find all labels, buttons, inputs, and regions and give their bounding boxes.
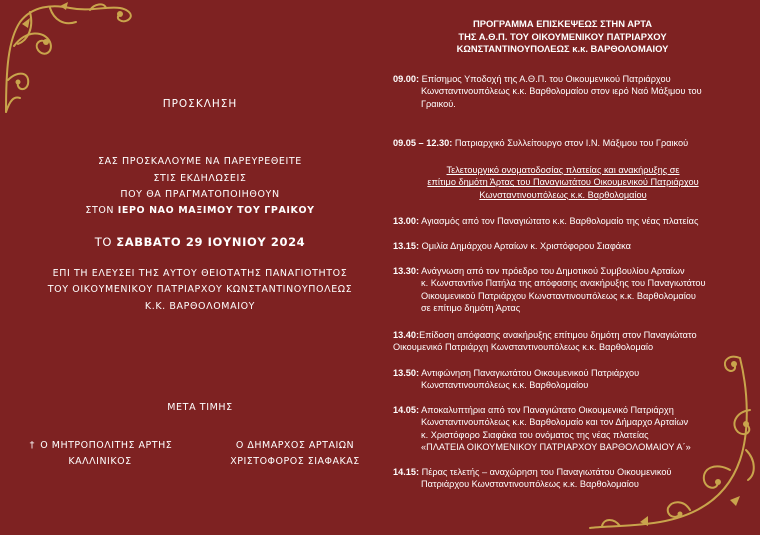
program-title-3: ΚΩΝΣΤΑΝΤΙΝΟΥΠΟΛΕΩΣ κ.κ. ΒΑΡΘΟΛΟΜΑΙΟΥ <box>456 43 669 54</box>
program-item <box>393 466 733 491</box>
invitation-line-2: ΣΤΙΣ ΕΚΔΗΛΩΣΕΙΣ <box>153 173 247 184</box>
item-text: Γραικού. <box>421 98 456 109</box>
item-text: Πατριάρχου Κωνσταντινουπόλεως κ.κ. Βαρθολομαίου <box>421 479 639 490</box>
program-item <box>393 73 733 110</box>
item-text: Οικουμενικό Πατριάρχη Κωνσταντινουπόλεως κ.κ. Βαρθολομαίο <box>393 342 654 353</box>
signature-metropolitan <box>20 440 180 467</box>
item-text: Κωνσταντινουπόλεως κ.κ. Βαρθολομαίου στον ιερό Ναό Μάξιμου του <box>421 86 702 97</box>
aegis-line-1: ΕΠΙ ΤΗ ΕΛΕΥΣΕΙ ΤΗΣ ΑΥΤΟΥ ΘΕΙΟΤΑΤΗΣ ΠΑΝΑΓΙΟΤΗΤΟΣ <box>52 268 348 279</box>
program-item <box>393 240 733 252</box>
program-item <box>393 215 733 227</box>
program-title-1: ΠΡΟΓΡΑΜΜΑ ΕΠΙΣΚΕΨΕΩΣ ΣΤΗΝ ΑΡΤΑ <box>472 18 653 29</box>
program-item <box>393 404 733 454</box>
item-text: Αγιασμός από τον Παναγιώτατο κ.κ. Βαρθολομαίο της νέας πλατείας <box>419 216 699 226</box>
venue-name: ΙΕΡΟ ΝΑΟ ΜΑΞΙΜΟΥ ΤΟΥ ΓΡΑΙΚΟΥ <box>117 205 315 216</box>
program-item <box>393 367 733 392</box>
item-text: Αντιφώνηση Παναγιωτάτου Οικουμενικού Πατριάρχου <box>419 368 640 378</box>
item-text: Κωνσταντινουπόλεως κ.κ. Βαρθολομαίο και τον Δήμαρχο Αρταίων <box>421 417 689 428</box>
metropolitan-name: ΚΑΛΛΙΝΙΚΟΣ <box>68 456 132 467</box>
item-time: 13.40: <box>393 330 420 340</box>
program-item <box>393 329 733 354</box>
invitation-line-3: ΠΟΥ ΘΑ ΠΡΑΓΜΑΤΟΠΟΙΗΘΟΥΝ <box>120 189 280 200</box>
program-title-2: ΤΗΣ Α.Θ.Π. ΤΟΥ ΟΙΚΟΥΜΕΝΙΚΟΥ ΠΑΤΡΙΑΡΧΟΥ <box>458 30 667 42</box>
item-text: σε επίτιμο δημότη Άρτας <box>421 303 521 314</box>
item-time: 14.05: <box>393 405 420 415</box>
item-text: επίτιμο δημότη Άρτας του Παναγιωτάτου Οικουμενικού Πατριάρχου <box>427 177 699 188</box>
program-item <box>393 137 733 149</box>
item-text: κ. Κωνσταντίνο Πατήλα της απόφασης ανακήρυξης του Παναγιωτάτου <box>421 278 706 289</box>
aegis-line-2: ΤΟΥ ΟΙΚΟΥΜΕΝΙΚΟΥ ΠΑΤΡΙΑΡΧΟΥ ΚΩΝΣΤΑΝΤΙΝΟΥΠΟΛΕΩΣ <box>47 284 353 295</box>
cross-icon: † <box>29 440 35 451</box>
item-time: 13.15: <box>393 241 420 251</box>
item-text: Πέρας τελετής – αναχώρηση του Παναγιωτάτου Οικουμενικού <box>419 467 672 477</box>
item-text: «ΠΛΑΤΕΙΑ ΟΙΚΟΥΜΕΝΙΚΟΥ ΠΑΤΡΙΑΡΧΟΥ ΒΑΡΘΟΛΟΜΑΙΟΥ Α΄» <box>421 442 691 453</box>
item-text: Πατριαρχικό Συλλείτουργο στον Ι.Ν. Μάξιμου του Γραικού <box>452 138 689 148</box>
item-time: 09.05 – 12.30: <box>393 138 453 148</box>
item-time: 13.30: <box>393 266 420 276</box>
venue-prefix: ΣΤΟΝ <box>85 205 118 216</box>
program-column <box>390 18 735 490</box>
metropolitan-title: Ο ΜΗΤΡΟΠΟΛΙΤΗΣ ΑΡΤΗΣ <box>40 440 173 451</box>
regards-text: ΜΕΤΑ ΤΙΜΗΣ <box>167 402 233 413</box>
mayor-title: Ο ΔΗΜΑΡΧΟΣ ΑΡΤΑΙΩΝ <box>235 440 355 451</box>
item-text: Επίσημος Υποδοχή της Α.Θ.Π. του Οικουμενικού Πατριάρχου <box>419 74 671 84</box>
date-prefix: ΤΟ <box>94 235 117 249</box>
mayor-name: ΧΡΙΣΤΟΦΟΡΟΣ ΣΙΑΦΑΚΑΣ <box>230 456 360 467</box>
metropolitan-title-line <box>20 440 180 451</box>
program-item <box>393 265 733 315</box>
item-time: 09.00: <box>393 74 420 84</box>
item-text: Κωνσταντινουπόλεως κ.κ. Βαρθολομαίου <box>421 380 589 391</box>
item-time: 14.15: <box>393 467 420 477</box>
event-date <box>20 235 380 249</box>
signature-mayor <box>215 440 375 467</box>
item-text: Κωνσταντινουπόλεως κ.κ. Βαρθολομαίου <box>479 189 647 200</box>
aegis-line-3: Κ.Κ. ΒΑΡΘΟΛΟΜΑΙΟΥ <box>144 301 256 312</box>
item-text: Ομιλία Δημάρχου Αρταίων κ. Χριστόφορου Σιαφάκα <box>419 241 631 251</box>
item-text: κ. Χριστόφορο Σιαφάκα του ονόματος της νέας πλατείας <box>421 429 649 440</box>
item-text: Οικουμενικού Πατριάρχου Κωνσταντινουπόλεως κ.κ. Βαρθολομαίου <box>421 290 696 301</box>
item-text: Ανάγνωση από τον πρόεδρο του Δημοτικού Συμβουλίου Αρταίων <box>419 266 685 276</box>
invitation-line-4 <box>20 205 380 216</box>
item-text: Αποκαλυπτήρια από τον Παναγιώτατο Οικουμενικό Πατριάρχη <box>419 405 674 415</box>
invitation-line-1: ΣΑΣ ΠΡΟΣΚΑΛΟΥΜΕ ΝΑ ΠΑΡΕΥΡΕΘΕΙΤΕ <box>98 156 302 167</box>
item-time: 13.50: <box>393 368 420 378</box>
item-text: Επίδοση απόφασης ανακήρυξης επίτιμου δημότη στον Παναγιώτατο <box>419 330 697 340</box>
program-item-ceremony <box>393 164 733 201</box>
item-text: Τελετουργικό ονοματοδοσίας πλατείας και ανακήρυξης σε <box>446 165 680 175</box>
invitation-heading: ΠΡΟΣΚΛΗΣΗ <box>162 98 238 110</box>
item-time: 13.00: <box>393 216 420 226</box>
date-text: ΣΑΒΒΑΤΟ 29 ΙΟΥΝΙΟΥ 2024 <box>116 235 306 249</box>
